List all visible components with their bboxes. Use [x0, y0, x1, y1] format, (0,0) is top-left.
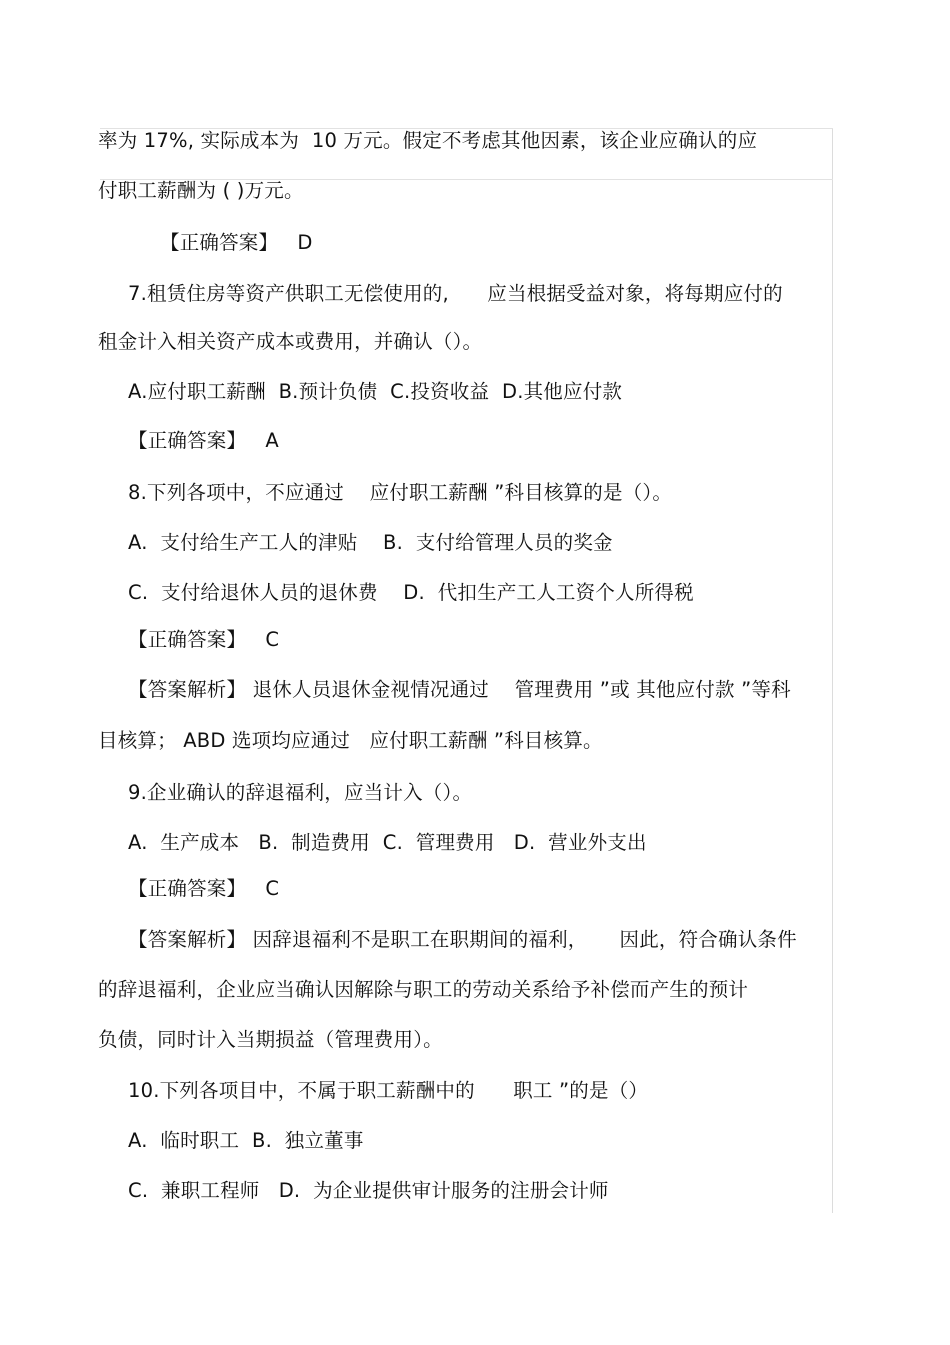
answer-line-6: 【正确答案】 D [160, 231, 313, 254]
question-10: 10.下列各项目中，不属于职工薪酬中的 职工 ”的是（） [128, 1079, 649, 1102]
question-7: 7.租赁住房等资产供职工无偿使用的, 应当根据受益对象，将每期应付的 [128, 282, 783, 305]
answer-line-8: 【正确答案】 C [128, 628, 280, 651]
options-8-cd: C. 支付给退休人员的退休费 D. 代扣生产工人工资个人所得税 [128, 581, 694, 604]
options-9: A. 生产成本 B. 制造费用 C. 管理费用 D. 营业外支出 [128, 831, 647, 854]
answer-line-7: 【正确答案】 A [128, 429, 279, 452]
options-7: A.应付职工薪酬 B.预计负债 C.投资收益 D.其他应付款 [128, 380, 623, 403]
analysis-9-cont-2: 负债，同时计入当期损益（管理费用）。 [98, 1028, 443, 1051]
options-8-ab: A. 支付给生产工人的津贴 B. 支付给管理人员的奖金 [128, 531, 613, 554]
analysis-9: 【答案解析】 因辞退福利不是职工在职期间的福利， 因此，符合确认条件 [128, 928, 797, 951]
text-line-2: 付职工薪酬为 ( )万元。 [98, 179, 304, 202]
question-7-cont: 租金计入相关资产成本或费用，并确认（）。 [98, 330, 483, 353]
analysis-8-cont: 目核算； ABD 选项均应通过 应付职工薪酬 ”科目核算。 [98, 729, 603, 752]
options-10-cd: C. 兼职工程师 D. 为企业提供审计服务的注册会计师 [128, 1179, 609, 1202]
page-border-right [832, 128, 833, 1213]
answer-line-9: 【正确答案】 C [128, 877, 280, 900]
analysis-9-cont-1: 的辞退福利，企业应当确认因解除与职工的劳动关系给予补偿而产生的预计 [98, 978, 749, 1001]
text-line-1: 率为 17%, 实际成本为 10 万元。假定不考虑其他因素，该企业应确认的应 [98, 129, 758, 152]
question-8: 8.下列各项中，不应通过 应付职工薪酬 ”科目核算的是（）。 [128, 481, 673, 504]
options-10-ab: A. 临时职工 B. 独立董事 [128, 1129, 364, 1152]
question-9: 9.企业确认的辞退福利，应当计入（）。 [128, 781, 473, 804]
analysis-8: 【答案解析】 退休人员退休金视情况通过 管理费用 ”或 其他应付款 ”等科 [128, 678, 791, 701]
